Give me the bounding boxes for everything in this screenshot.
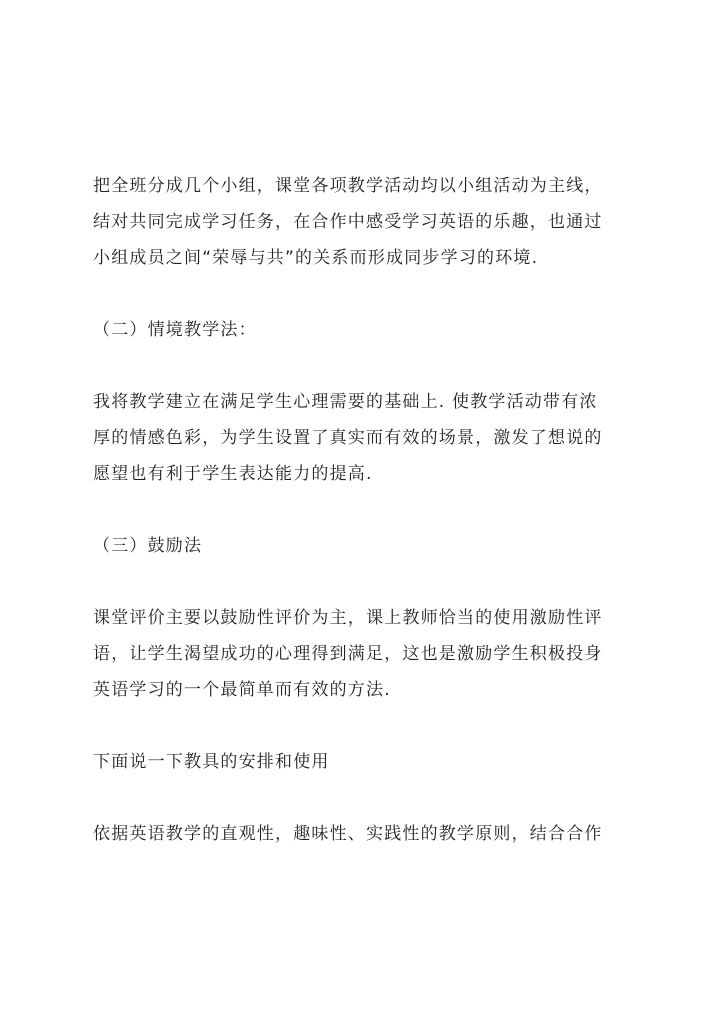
paragraph-spacer: [93, 780, 633, 816]
text-line: 我将教学建立在满足学生心理需要的基础上. 使教学活动带有浓: [93, 392, 598, 412]
paragraph-situational-teaching: [93, 384, 633, 492]
heading-encouragement: [93, 528, 633, 564]
paragraph-encouragement: [93, 600, 633, 708]
text-line: 下面说一下教具的安排和使用: [93, 752, 330, 772]
text-line: 结对共同完成学习任务，在合作中感受学习英语的乐趣，也通过: [93, 212, 603, 232]
paragraph-teaching-principles: [93, 816, 633, 852]
paragraph-spacer: [93, 708, 633, 744]
text-line: 厚的情感色彩，为学生设置了真实而有效的场景，激发了想说的: [93, 428, 603, 448]
text-line: 小组成员之间“荣辱与共”的关系而形成同步学习的环境.: [93, 248, 539, 268]
paragraph-group-work: [93, 168, 633, 276]
text-line: 愿望也有利于学生表达能力的提高.: [93, 464, 373, 484]
paragraph-spacer: [93, 492, 633, 528]
text-line: 英语学习的一个最简单而有效的方法.: [93, 680, 391, 700]
paragraph-teaching-aids-intro: [93, 744, 633, 780]
paragraph-spacer: [93, 348, 633, 384]
text-line: 把全班分成几个小组，课堂各项教学活动均以小组活动为主线，: [93, 176, 603, 196]
paragraph-spacer: [93, 564, 633, 600]
text-line: 课堂评价主要以鼓励性评价为主，课上教师恰当的使用激励性评: [93, 608, 603, 628]
section-heading: （二）情境教学法：: [93, 320, 257, 340]
paragraph-spacer: [93, 276, 633, 312]
section-heading: （三）鼓励法: [93, 536, 203, 556]
text-line: 语，让学生渴望成功的心理得到满足，这也是激励学生积极投身: [93, 644, 603, 664]
heading-situational-teaching: [93, 312, 633, 348]
document-body: [93, 168, 633, 852]
text-line: 依据英语教学的直观性，趣味性、实践性的教学原则，结合合作: [93, 824, 603, 844]
